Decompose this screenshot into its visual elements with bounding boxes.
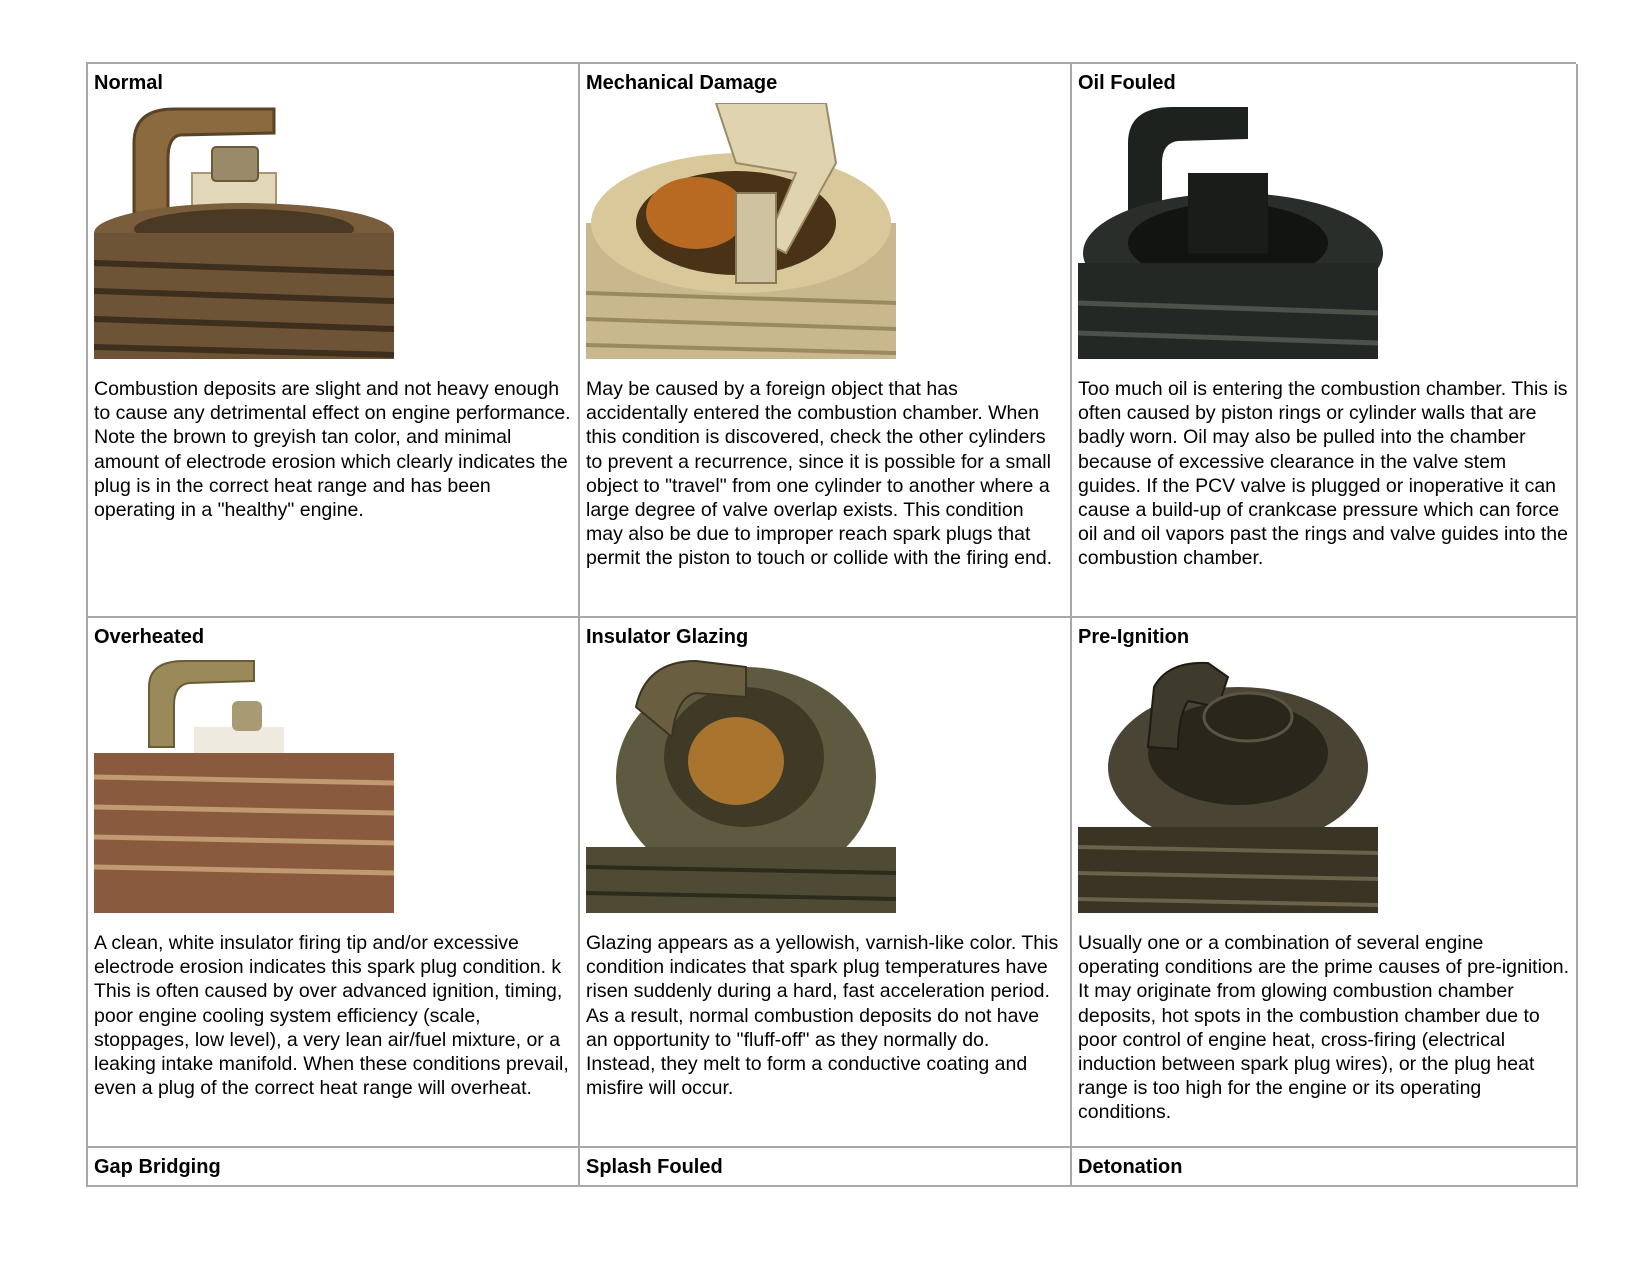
spark-plug-insulator-glazing-photo [586, 657, 896, 913]
cell-mechanical-damage [580, 64, 1072, 618]
cell-title: Normal [94, 72, 163, 94]
cell-pre-ignition [1072, 618, 1578, 1148]
cell-description: Too much oil is entering the combustion chamber. This is often caused by piston rings or cylinder walls that are badly worn. Oil may also be pulled into the chamber because of excessive clearance in the valve stem guides. If the PCV valve is plugged or inoperative it can cause a build-up of crankcase pressure which can force oil and oil vapors past the rings and valve guides into the combustion chamber. [1078, 378, 1568, 570]
cell-title: Splash Fouled [586, 1156, 723, 1178]
cell-oil-fouled [1072, 64, 1578, 618]
cell-title: Mechanical Damage [586, 72, 778, 94]
cell-title: Oil Fouled [1078, 72, 1176, 94]
cell-title: Pre-Ignition [1078, 626, 1190, 648]
cell-description: May be caused by a foreign object that has accidentally entered the combustion chamber. When this condition is discovered, check the other cylinders to prevent a recurrence, since it is possible for a small object to "travel" from one cylinder to another where a large degree of valve overlap exists. This condition may also be due to improper reach spark plugs that permit the piston to touch or collide with the firing end. [586, 378, 1053, 570]
cell-title: Gap Bridging [94, 1156, 221, 1178]
cell-insulator-glazing [580, 618, 1072, 1148]
spark-plug-pre-ignition-photo [1078, 657, 1388, 913]
cell-detonation [1072, 1148, 1578, 1187]
spark-plug-condition-table [86, 62, 1576, 1187]
cell-title: Overheated [94, 626, 205, 648]
cell-description: Combustion deposits are slight and not heavy enough to cause any detrimental effect on engine performance. Note the brown to greyish tan color, and minimal amount of electrode erosion which clearly indicates the plug is in the correct heat range and has been operating in a "healthy" engine. [94, 378, 571, 522]
cell-overheated [88, 618, 580, 1148]
spark-plug-overheated-photo [94, 657, 404, 913]
cell-gap-bridging [88, 1148, 580, 1187]
cell-splash-fouled [580, 1148, 1072, 1187]
spark-plug-oil-fouled-photo [1078, 103, 1388, 359]
spark-plug-normal-photo [94, 103, 404, 359]
cell-title: Insulator Glazing [586, 626, 749, 648]
cell-description: Usually one or a combination of several engine operating conditions are the prime causes of pre-ignition. It may originate from glowing combustion chamber deposits, hot spots in the combustion chamber due to poor control of engine heat, cross-firing (electrical induction between spark plug wires), or the plug heat range is too high for the engine or its operating conditions. [1078, 932, 1570, 1124]
cell-normal [88, 64, 580, 618]
cell-description: A clean, white insulator firing tip and/or excessive electrode erosion indicates this spark plug condition. k This is often caused by over advanced ignition, timing, poor engine cooling system efficiency (scale, stoppages, low level), a very lean air/fuel mixture, or a leaking intake manifold. When these conditions prevail, even a plug of the correct heat range will overheat. [94, 932, 569, 1100]
spark-plug-mechanical-damage-photo [586, 103, 896, 359]
cell-description: Glazing appears as a yellowish, varnish-like color. This condition indicates that spark plug temperatures have risen suddenly during a hard, fast acceleration period. As a result, normal combustion deposits do not have an opportunity to "fluff-off" as they normally do. Instead, they melt to form a conductive coating and misfire will occur. [586, 932, 1059, 1100]
cell-title: Detonation [1078, 1156, 1183, 1178]
